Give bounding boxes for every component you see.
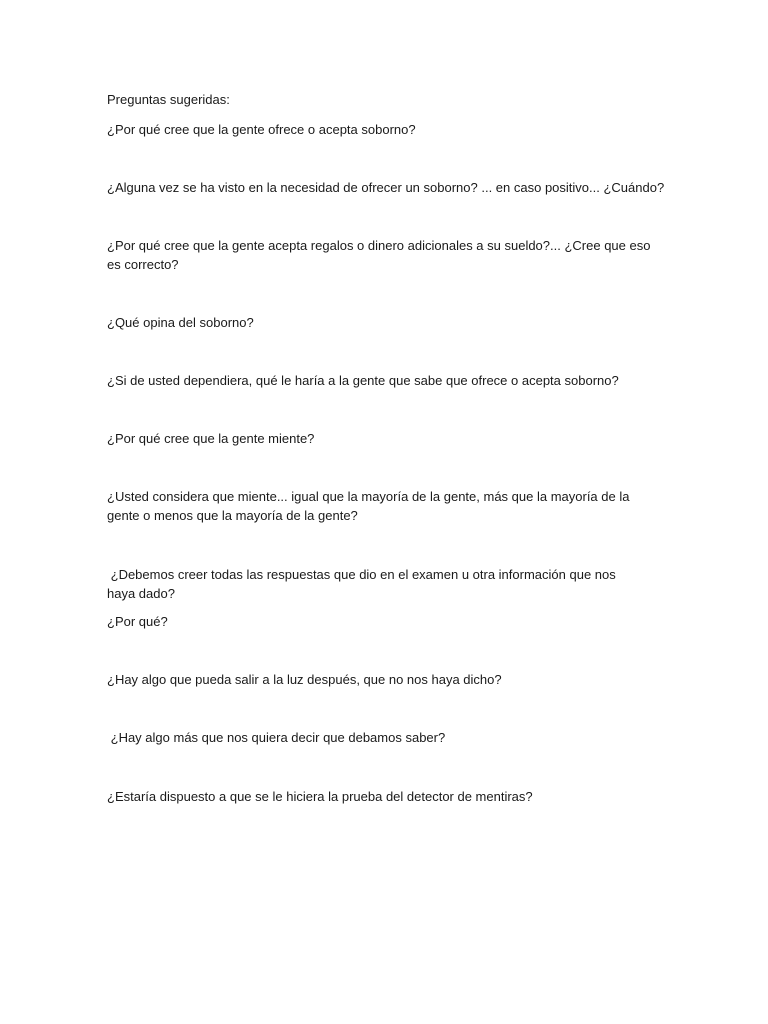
question-4: ¿Qué opina del soborno?	[107, 315, 254, 330]
question-1: ¿Por qué cree que la gente ofrece o acepta soborno?	[107, 122, 416, 137]
question-11: ¿Hay algo más que nos quiera decir que debamos saber?	[107, 730, 446, 745]
question-5: ¿Si de usted dependiera, qué le haría a la gente que sabe que ofrece o acepta soborno?	[107, 373, 619, 388]
question-6: ¿Por qué cree que la gente miente?	[107, 431, 315, 446]
question-7: ¿Usted considera que miente... igual que la mayoría de la gente, más que la mayoría de la gente o menos que la mayoría de la gente?	[107, 489, 630, 523]
question-8: ¿Debemos creer todas las respuestas que dio en el examen u otra información que nos haya dado?	[107, 567, 620, 601]
question-12: ¿Estaría dispuesto a que se le hiciera la prueba del detector de mentiras?	[107, 789, 533, 804]
question-2: ¿Alguna vez se ha visto en la necesidad de ofrecer un soborno? ... en caso positivo... ¿Cuándo?	[107, 180, 665, 195]
question-9: ¿Por qué?	[107, 614, 168, 629]
question-10: ¿Hay algo que pueda salir a la luz después, que no nos haya dicho?	[107, 672, 502, 687]
document-heading: Preguntas sugeridas:	[107, 92, 230, 107]
question-3: ¿Por qué cree que la gente acepta regalos o dinero adicionales a su sueldo?... ¿Cree que eso es correcto?	[107, 238, 651, 272]
